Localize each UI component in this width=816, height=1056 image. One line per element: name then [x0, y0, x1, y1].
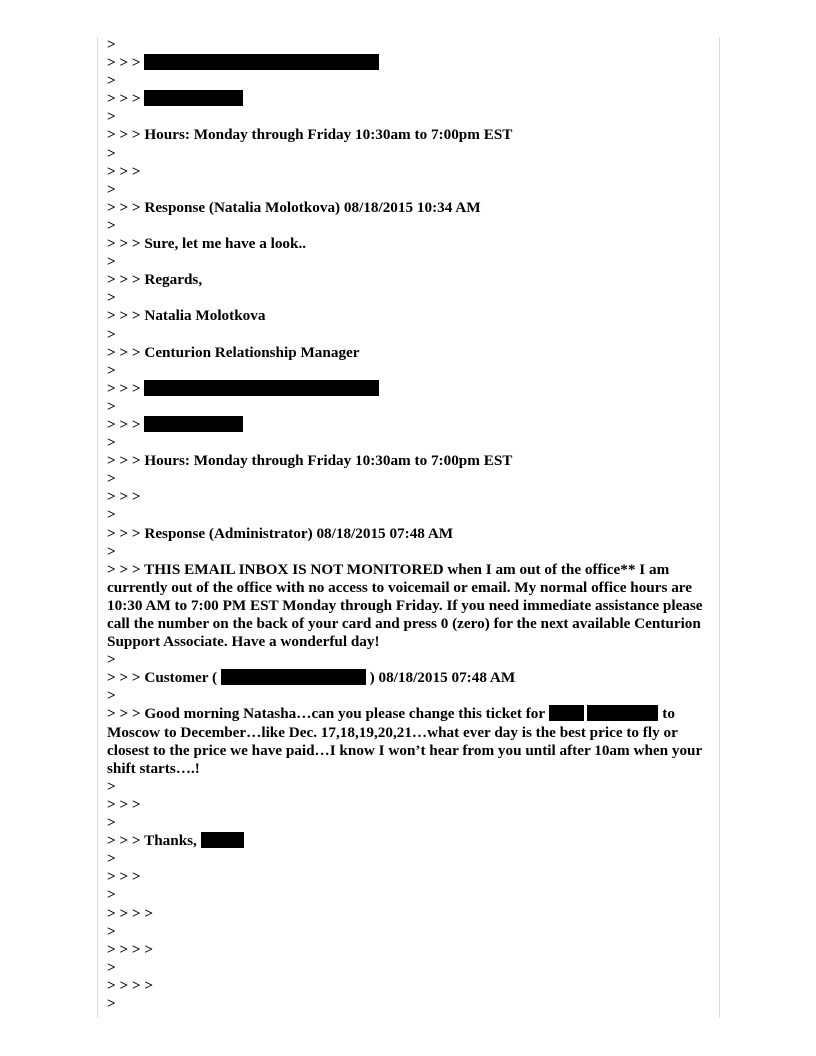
redacted-block — [221, 669, 366, 685]
response-header-natalia: > > > Response (Natalia Molotkova) 08/18/2015 10:34 AM — [107, 198, 481, 216]
quote-marker: > > > — [107, 795, 141, 813]
quote-marker: > — [107, 144, 116, 162]
customer-date: ) 08/18/2015 07:48 AM — [369, 669, 516, 687]
quote-marker: > — [107, 180, 116, 198]
quote-marker: > > > — [107, 415, 141, 433]
page-left-border — [97, 37, 98, 1018]
redacted-block — [144, 90, 243, 106]
signature-title: > > > Centurion Relationship Manager — [107, 343, 360, 361]
customer-message — [107, 705, 707, 777]
redacted-block — [549, 705, 584, 721]
quote-marker: > — [107, 814, 116, 832]
signature-name: > > > Natalia Molotkova — [107, 307, 266, 325]
message-rest: to Moscow to December…like Dec. 17,18,19,20,21…what ever day is the best price to fly or closest to the price we have paid…I know I won’t hear from you until after 10am when your shift starts….! — [107, 705, 702, 777]
redacted-block — [144, 416, 243, 432]
quote-marker: > — [107, 687, 116, 705]
quote-marker: > > > — [107, 90, 141, 108]
quote-marker: > — [107, 72, 116, 90]
hours-line: > > > Hours: Monday through Friday 10:30am to 7:00pm EST — [107, 126, 513, 144]
quote-marker: > — [107, 542, 116, 560]
quote-marker: > — [107, 36, 116, 53]
quote-marker: > > > — [107, 488, 141, 506]
quote-marker: > > > > — [107, 940, 154, 958]
email-thread — [107, 36, 707, 1013]
thanks-line — [107, 832, 707, 850]
quote-marker: > — [107, 253, 116, 271]
response-header-admin: > > > Response (Administrator) 08/18/2015 07:48 AM — [107, 524, 454, 542]
admin-auto-reply: > > > THIS EMAIL INBOX IS NOT MONITORED when I am out of the office** I am currently out of the office with no access to voicemail or email. My normal office hours are 10:30 AM to 7:00 PM EST Monday through Friday. If you need immediate assistance please call the number on the back of your card and press 0 (zero) for the next available Centurion Support Associate. Have a wonderful day! — [107, 560, 703, 651]
hours-line: > > > Hours: Monday through Friday 10:30am to 7:00pm EST — [107, 452, 513, 470]
quote-marker: > — [107, 216, 116, 234]
customer-header — [107, 669, 707, 687]
quote-marker: > — [107, 470, 116, 488]
quote-marker: > — [107, 397, 116, 415]
redacted-block — [144, 380, 379, 396]
redacted-block — [587, 705, 658, 721]
quoted-line — [107, 380, 707, 398]
quote-marker: > — [107, 994, 116, 1012]
quote-marker: > > > — [107, 379, 141, 397]
quote-marker: > — [107, 506, 116, 524]
quoted-line — [107, 416, 707, 434]
sure-line: > > > Sure, let me have a look.. — [107, 235, 307, 253]
redacted-block — [201, 832, 244, 848]
quoted-line — [107, 54, 707, 72]
quote-marker: > — [107, 958, 116, 976]
quote-marker: > — [107, 108, 116, 126]
quote-marker: > — [107, 850, 116, 868]
quote-marker: > — [107, 886, 116, 904]
quote-marker: > — [107, 777, 116, 795]
quote-marker: > — [107, 361, 116, 379]
quote-marker: > — [107, 651, 116, 669]
quote-marker: > — [107, 434, 116, 452]
regards-line: > > > Regards, — [107, 271, 203, 289]
quote-marker: > — [107, 289, 116, 307]
quoted-line — [107, 90, 707, 108]
redacted-block — [144, 54, 379, 70]
quote-marker: > > > — [107, 54, 141, 72]
thanks-text: > > > Thanks, — [107, 832, 197, 850]
customer-prefix: > > > Customer ( — [107, 669, 218, 687]
quote-marker: > > > > — [107, 976, 154, 994]
quote-marker: > > > — [107, 162, 141, 180]
page-right-border — [719, 37, 720, 1018]
quote-marker: > > > — [107, 868, 141, 886]
message-start: > > > Good morning Natasha…can you please change this ticket for — [107, 705, 545, 723]
quote-marker: > > > > — [107, 904, 154, 922]
quote-marker: > — [107, 325, 116, 343]
quote-marker: > — [107, 922, 116, 940]
